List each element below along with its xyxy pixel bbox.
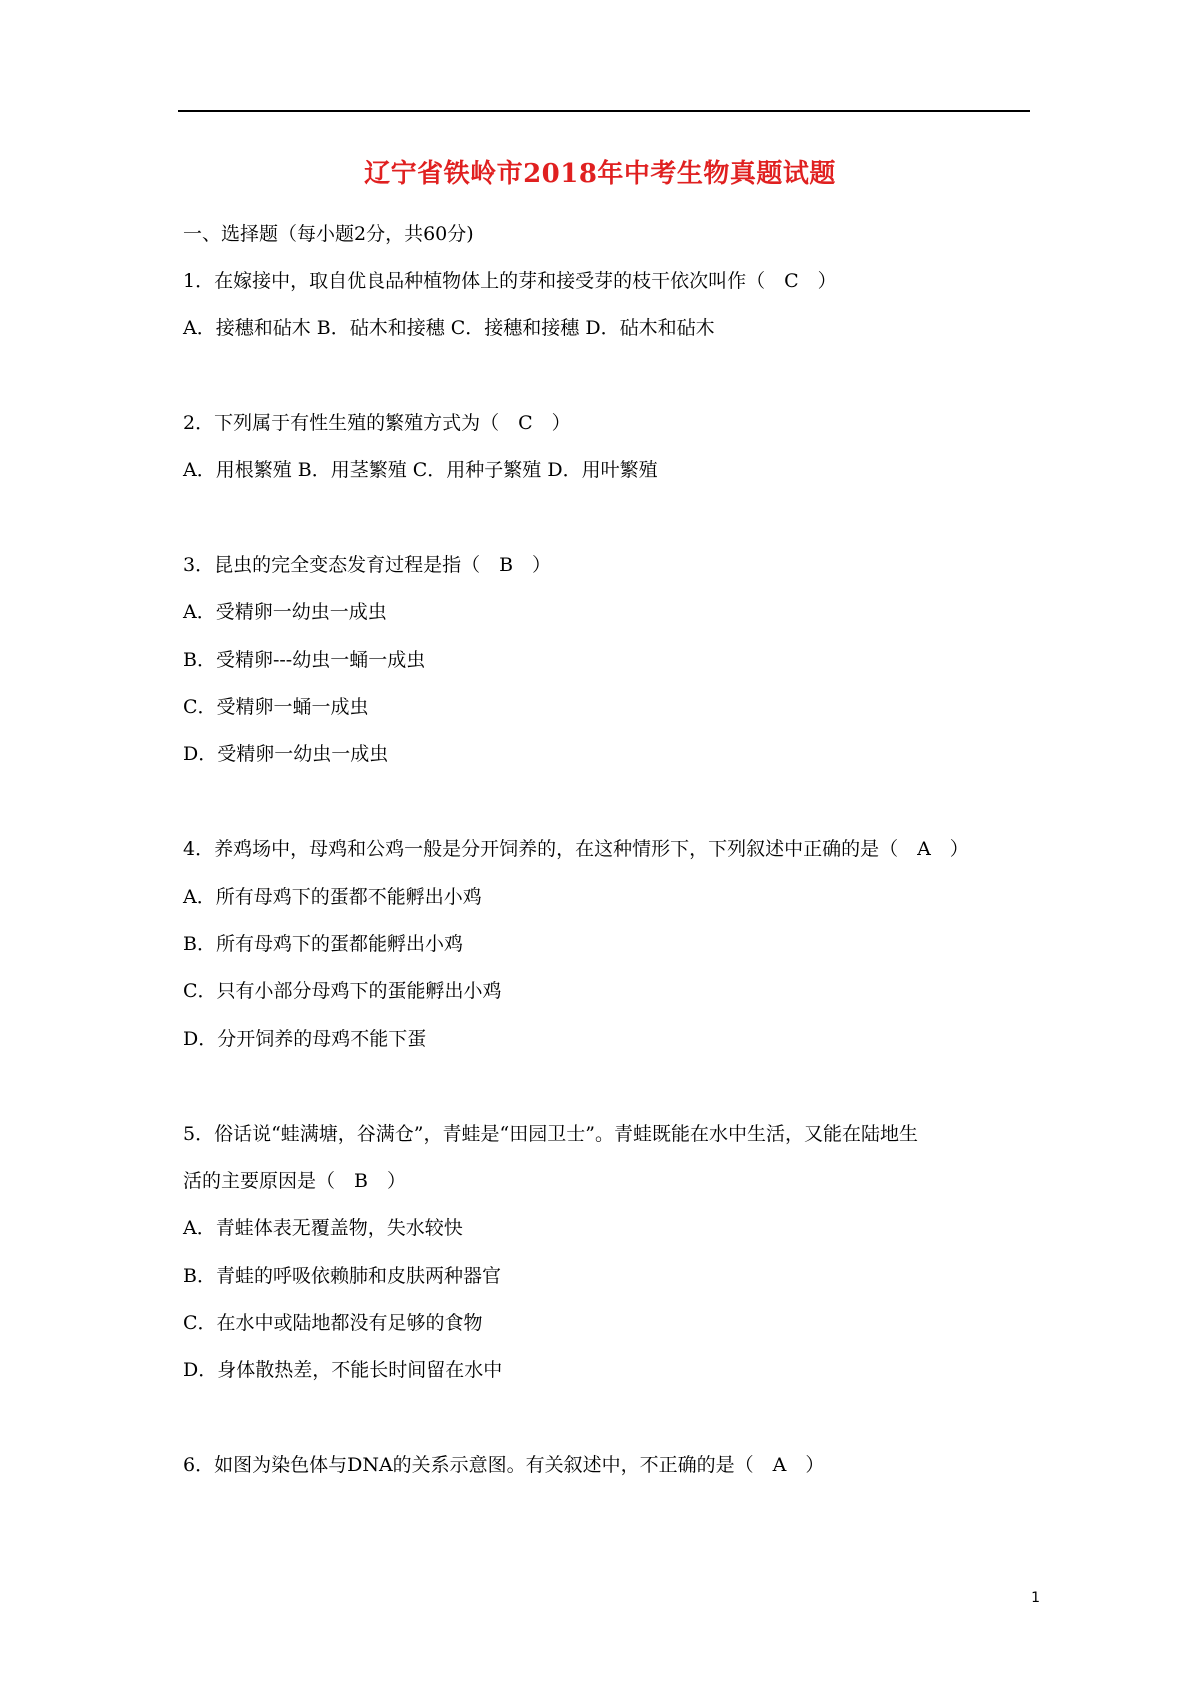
- question-4-option-a: A．所有母鸡下的蛋都不能孵出小鸡: [183, 886, 482, 908]
- section-heading: 一、选择题（每小题2分，共60分): [183, 223, 474, 245]
- question-5-stem-line-1: 5．俗话说“蛙满塘，谷满仓”，青蛙是“田园卫士”。青蛙既能在水中生活，又能在陆地生: [183, 1123, 918, 1145]
- question-3-option-c: C．受精卵一蛹一成虫: [183, 696, 369, 718]
- question-6-stem: 6．如图为染色体与DNA的关系示意图。有关叙述中，不正确的是（ A ）: [183, 1454, 825, 1476]
- question-4-option-b: B．所有母鸡下的蛋都能孵出小鸡: [183, 933, 463, 955]
- question-3-option-a: A．受精卵一幼虫一成虫: [183, 601, 387, 623]
- question-2-options: A．用根繁殖 B．用茎繁殖 C．用种子繁殖 D．用叶繁殖: [183, 459, 658, 481]
- question-4-stem: 4．养鸡场中，母鸡和公鸡一般是分开饲养的，在这种情形下，下列叙述中正确的是（ A ）: [183, 838, 969, 860]
- question-3-option-d: D．受精卵一幼虫一成虫: [183, 743, 389, 765]
- question-5-option-d: D．身体散热差，不能长时间留在水中: [183, 1359, 503, 1381]
- document-title: 辽宁省铁岭市2018年中考生物真题试题: [364, 159, 836, 189]
- header-rule: [178, 110, 1030, 112]
- question-2-stem: 2．下列属于有性生殖的繁殖方式为（ C ）: [183, 412, 571, 434]
- question-5-option-b: B．青蛙的呼吸依赖肺和皮肤两种器官: [183, 1265, 501, 1287]
- question-3-option-b: B．受精卵---幼虫一蛹一成虫: [183, 649, 426, 671]
- question-5-stem-line-2: 活的主要原因是（ B ）: [183, 1170, 406, 1192]
- question-1-options: A．接穗和砧木 B．砧木和接穗 C．接穗和接穗 D．砧木和砧木: [183, 317, 715, 339]
- page-number: 1: [1031, 1590, 1040, 1606]
- question-1-stem: 1．在嫁接中，取自优良品种植物体上的芽和接受芽的枝干依次叫作（ C ）: [183, 270, 837, 292]
- question-3-stem: 3．昆虫的完全变态发育过程是指（ B ）: [183, 554, 552, 576]
- question-4-option-d: D．分开饲养的母鸡不能下蛋: [183, 1028, 427, 1050]
- question-5-option-a: A．青蛙体表无覆盖物，失水较快: [183, 1217, 463, 1239]
- question-5-option-c: C．在水中或陆地都没有足够的食物: [183, 1312, 483, 1334]
- question-4-option-c: C．只有小部分母鸡下的蛋能孵出小鸡: [183, 980, 502, 1002]
